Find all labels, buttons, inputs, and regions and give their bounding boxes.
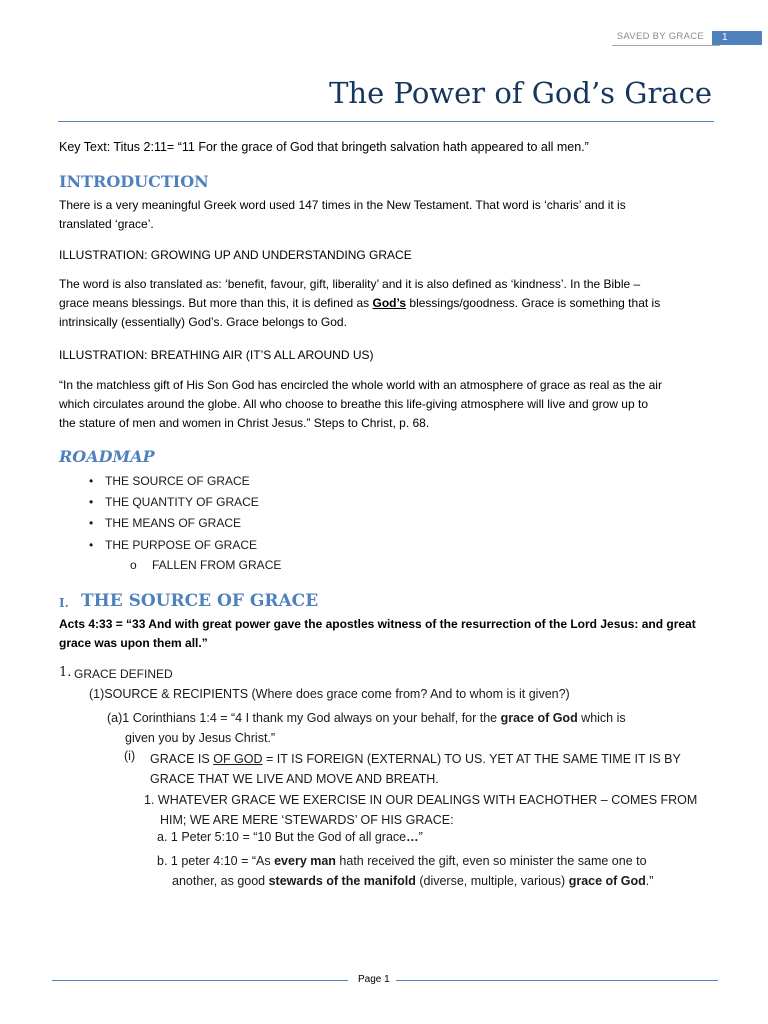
roman-i-label: (i): [124, 749, 136, 763]
roadmap-subitem: FALLEN FROM GRACE: [152, 558, 282, 572]
text-line: 1. WHATEVER GRACE WE EXERCISE IN OUR DEALINGS WITH EACHOTHER – COMES FROM: [144, 793, 698, 807]
intro-paragraph-2: [59, 275, 719, 332]
roadmap-item: THE PURPOSE OF GRACE: [105, 538, 258, 552]
title-rule: [58, 121, 714, 122]
text-span: = IT IS FOREIGN (EXTERNAL) TO US. YET AT THE SAME TIME IT IS BY: [262, 752, 681, 766]
running-header-title: SAVED BY GRACE: [616, 31, 704, 42]
text-span: GRACE IS: [150, 752, 214, 766]
roadmap-item: THE SOURCE OF GRACE: [105, 474, 250, 488]
text-span: (diverse, multiple, various): [415, 874, 569, 888]
roadmap-heading: ROADMAP: [59, 447, 155, 466]
peter-4-10: [157, 851, 737, 891]
key-text: Key Text: Titus 2:11= “11 For the grace of God that bringeth salvation hath appeared to all men.”: [59, 140, 589, 154]
text-span: hath received the gift, even so minister the same one to: [335, 854, 647, 868]
grace-defined-heading: GRACE DEFINED: [74, 667, 173, 681]
section-numeral: I.: [59, 596, 69, 610]
corinthians-quote: [107, 708, 727, 748]
text-span: another, as good: [172, 874, 269, 888]
text-line: Acts 4:33 = “33 And with great power gave the apostles witness of the resurrection of the Lord Jesus: and great: [59, 617, 696, 631]
text-span: b. 1 peter 4:10 = “As: [157, 854, 275, 868]
intro-paragraph-1: [59, 196, 719, 234]
text-line: “In the matchless gift of His Son God has encircled the whole world with an atmosphere of grace as real as the air: [59, 378, 662, 392]
footer-page-label: Page 1: [358, 974, 390, 985]
roadmap-item: THE QUANTITY OF GRACE: [105, 495, 259, 509]
acts-quote: [59, 615, 719, 653]
text-line: which circulates around the globe. All who choose to breathe this life-giving atmosphere will live and grow up to: [59, 397, 648, 411]
footer-rule-left: [52, 980, 348, 981]
grace-defined-number: 1.: [59, 665, 72, 680]
text-line: The word is also translated as: ‘benefit, favour, gift, liberality’ and it is also defined as ‘kindness’. In the Bible –: [59, 277, 641, 291]
text-line: [157, 851, 737, 871]
of-god-underline: OF GOD: [213, 752, 263, 766]
header-rule: [612, 45, 720, 46]
illustration-1: ILLUSTRATION: GROWING UP AND UNDERSTANDING GRACE: [59, 248, 412, 262]
text-span: which is: [577, 711, 626, 725]
text-line: [59, 294, 719, 313]
text-line: translated ‘grace’.: [59, 217, 154, 231]
roadmap-item: THE MEANS OF GRACE: [105, 516, 242, 530]
text-span: (a)1 Corinthians 1:4 = “4 I thank my God always on your behalf, for the: [107, 711, 501, 725]
illustration-2: ILLUSTRATION: BREATHING AIR (IT’S ALL AROUND US): [59, 348, 374, 362]
steps-to-christ-quote: [59, 376, 719, 433]
bullet-glyph: •: [89, 516, 94, 530]
introduction-heading: INTRODUCTION: [59, 172, 209, 191]
text-line: HIM; WE ARE MERE ‘STEWARDS’ OF HIS GRACE:: [160, 813, 454, 827]
document-title: The Power of God’s Grace: [329, 76, 712, 110]
every-man-emphasis: every man: [274, 854, 336, 868]
text-line: GRACE THAT WE LIVE AND MOVE AND BREATH.: [150, 772, 439, 786]
sub-bullet-glyph: o: [130, 558, 137, 572]
grace-of-god-statement: [150, 749, 730, 789]
text-span: grace means blessings. But more than this, it is defined as: [59, 296, 373, 310]
grace-of-god-emphasis: grace of God: [500, 711, 578, 725]
source-recipients: (1)SOURCE & RECIPIENTS (Where does grace come from? And to whom is it given?): [89, 687, 570, 701]
text-line: grace was upon them all.”: [59, 636, 208, 650]
bullet-glyph: •: [89, 474, 94, 488]
text-line: There is a very meaningful Greek word used 147 times in the New Testament. That word is ‘charis’ and it is: [59, 198, 626, 212]
text-line: [157, 871, 737, 891]
header-page-number: 1: [712, 31, 762, 45]
text-span: .”: [645, 874, 654, 888]
stewards-statement: [144, 790, 734, 830]
text-line: the stature of men and women in Christ Jesus.” Steps to Christ, p. 68.: [59, 416, 430, 430]
text-span: a. 1 Peter 5:10 = “10 But the God of all grace: [157, 830, 407, 844]
text-line: given you by Jesus Christ.”: [125, 731, 276, 745]
grace-of-god-emphasis: grace of God: [568, 874, 646, 888]
text-line: [107, 708, 727, 728]
gods-emphasis: God’s: [372, 296, 407, 310]
bullet-glyph: •: [89, 495, 94, 509]
text-span: blessings/goodness. Grace is something that is: [406, 296, 661, 310]
ellipsis: …: [406, 830, 419, 844]
text-line: intrinsically (essentially) God’s. Grace belongs to God.: [59, 315, 347, 329]
text-line: [150, 749, 730, 769]
footer-rule-right: [396, 980, 718, 981]
text-span: ”: [418, 830, 423, 844]
section-heading: THE SOURCE OF GRACE: [81, 591, 319, 611]
stewards-emphasis: stewards of the manifold: [268, 874, 416, 888]
peter-5-10: [157, 830, 423, 844]
bullet-glyph: •: [89, 538, 94, 552]
